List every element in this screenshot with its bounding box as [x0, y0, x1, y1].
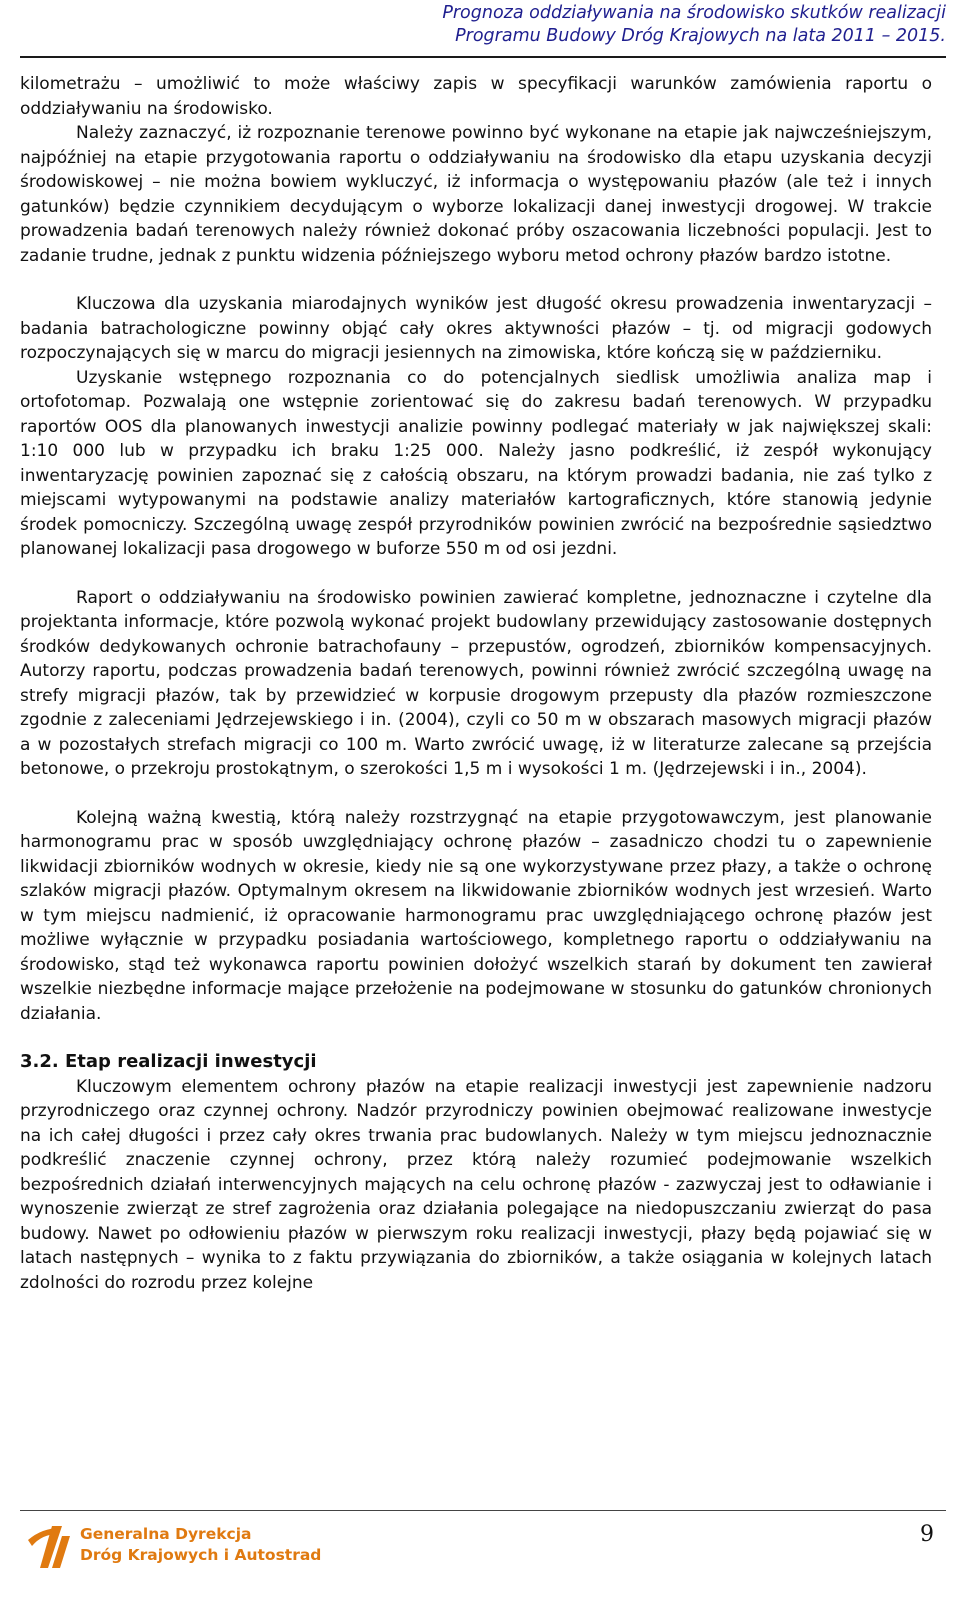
- footer-rule: [20, 1510, 946, 1511]
- paragraph-work-schedule: Kolejną ważną kwestią, którą należy rozstrzygnąć na etapie przygotowawczym, jest planowanie harmonogramu prac w sposób uwzględniający ochronę płazów – zasadniczo chodzi tu o zapewnienie likwidacji zbiorników wodnych w okresie, kiedy nie są one wykorzystywane przez płazy, a także o ochronę szlaków migracji płazów. Optymalnym okresem na likwidowanie zbiorników wodnych jest wrzesień. Warto w tym miejscu nadmienić, iż opracowanie harmonogramu prac uwzględniającego ochronę płazów jest możliwe wyłącznie w przypadku posiadania wartościowego, kompletnego raportu o oddziaływaniu na środowisko, stąd też wykonawca raportu powinien dołożyć wszelkich starań by dokument ten zawierał wszelkie niezbędne informacje mające przełożenie na podejmowane w stosunku do gatunków chronionych działania.: [20, 807, 932, 1024]
- paragraph-field-survey: Należy zaznaczyć, iż rozpoznanie terenowe powinno być wykonane na etapie jak najwcześniejszym, najpóźniej na etapie przygotowania raportu o oddziaływaniu na środowisko dla etapu uzyskania decyzji środowiskowej – nie można bowiem wykluczyć, iż informacja o występowaniu płazów (ale też i innych gatunków) będzie czynnikiem decydującym o wyborze lokalizacji danej inwestycji drogowej. W trakcie prowadzenia badań terenowych należy również dokonać próby oszacowania liczebności populacji. Jest to zadanie trudne, jednak z punktu widzenia późniejszego wyboru metod ochrony płazów bardzo istotne.: [20, 123, 932, 266]
- header-title-line-2: Programu Budowy Dróg Krajowych na lata 2011 – 2015.: [455, 26, 946, 46]
- page-header: [20, 0, 946, 62]
- header-title-line-1: Prognoza oddziaływania na środowisko skutków realizacji: [442, 3, 946, 23]
- road-logo-icon: [22, 1520, 76, 1570]
- page-number: 9: [920, 1522, 934, 1547]
- paragraph-inventory-period: Kluczowa dla uzyskania miarodajnych wyników jest długość okresu prowadzenia inwentaryzacji – badania batrachologiczne powinny objąć cały okres aktywności płazów – tj. od migracji godowych rozpoczynających się w marcu do migracji jesiennych na zimowiska, które kończą się w październiku.: [20, 294, 932, 363]
- header-rule: [20, 56, 946, 58]
- logo-text-line-1: Generalna Dyrekcja: [80, 1525, 252, 1543]
- gddkia-logo: [22, 1516, 322, 1576]
- document-body: [20, 72, 932, 1295]
- paragraph-implementation-stage: Kluczowym elementem ochrony płazów na etapie realizacji inwestycji jest zapewnienie nadzoru przyrodniczego oraz czynnej ochrony. Nadzór przyrodniczy powinien obejmować realizowane inwestycje na ich całej długości i przez cały okres trwania prac budowlanych. Należy w tym miejscu jednoznacznie podkreślić znaczenie czynnej ochrony, przez którą należy rozumieć podejmowanie wszelkich bezpośrednich działań interwencyjnych mających na celu ochronę płazów - zazwyczaj jest to odławianie i wynoszenie zwierząt ze stref zagrożenia oraz działania polegające na niedopuszczaniu zwierząt do pasa budowy. Nawet po odłowieniu płazów w pierwszym roku realizacji inwestycji, płazy będą pojawiać się w latach następnych – wynika to z faktu przywiązania do zbiorników, a także osiągania w kolejnych latach zdolności do rozrodu przez kolejne: [20, 1076, 932, 1293]
- paragraph-continuation: kilometrażu – umożliwić to może właściwy zapis w specyfikacji warunków zamówienia raportu o oddziaływaniu na środowisko.: [20, 74, 932, 119]
- logo-text-line-2: Dróg Krajowych i Autostrad: [80, 1546, 322, 1564]
- logo-text: [80, 1524, 321, 1566]
- section-heading: 3.2. Etap realizacji inwestycji: [20, 1051, 317, 1072]
- paragraph-report-contents: Raport o oddziaływaniu na środowisko powinien zawierać kompletne, jednoznaczne i czytelne dla projektanta informacje, które pozwolą wykonać projekt budowlany przewidujący zastosowanie dostępnych środków dedykowanych ochronie batrachofauny – przepustów, ogrodzeń, zbiorników kompensacyjnych. Autorzy raportu, podczas prowadzenia badań terenowych, powinni również zwrócić szczególną uwagę na strefy migracji płazów, tak by przewidzieć w korpusie drogowym przepusty dla płazów rozmieszczone zgodnie z zaleceniami Jędrzejewskiego i in. (2004), czyli co 50 m w obszarach masowych migracji płazów a w pozostałych strefach migracji co 100 m. Warto zwrócić uwagę, iż w literaturze zalecane są przejścia betonowe, o przekroju prostokątnym, o szerokości 1,5 m i wysokości 1 m. (Jędrzejewski i in., 2004).: [20, 587, 932, 779]
- paragraph-maps-analysis: Uzyskanie wstępnego rozpoznania co do potencjalnych siedlisk umożliwia analiza map i ortofotomap. Pozwalają one wstępnie zorientować się do zakresu badań terenowych. W przypadku raportów OOS dla planowanych inwestycji analizie powinny podlegać materiały w jak największej skali: 1:10 000 lub w przypadku ich braku 1:25 000. Należy jasno podkreślić, iż zespół wykonujący inwentaryzację powinien zapoznać się z całością obszaru, na którym prowadzi badania, nie zaś tylko z miejscami wytypowanymi na podstawie analizy materiałów kartograficznych, które stanowią jedynie środek pomocniczy. Szczególną uwagę zespół przyrodników powinien zwrócić na bezpośrednie sąsiedztwo planowanej lokalizacji pasa drogowego w buforze 550 m od osi jezdni.: [20, 367, 932, 559]
